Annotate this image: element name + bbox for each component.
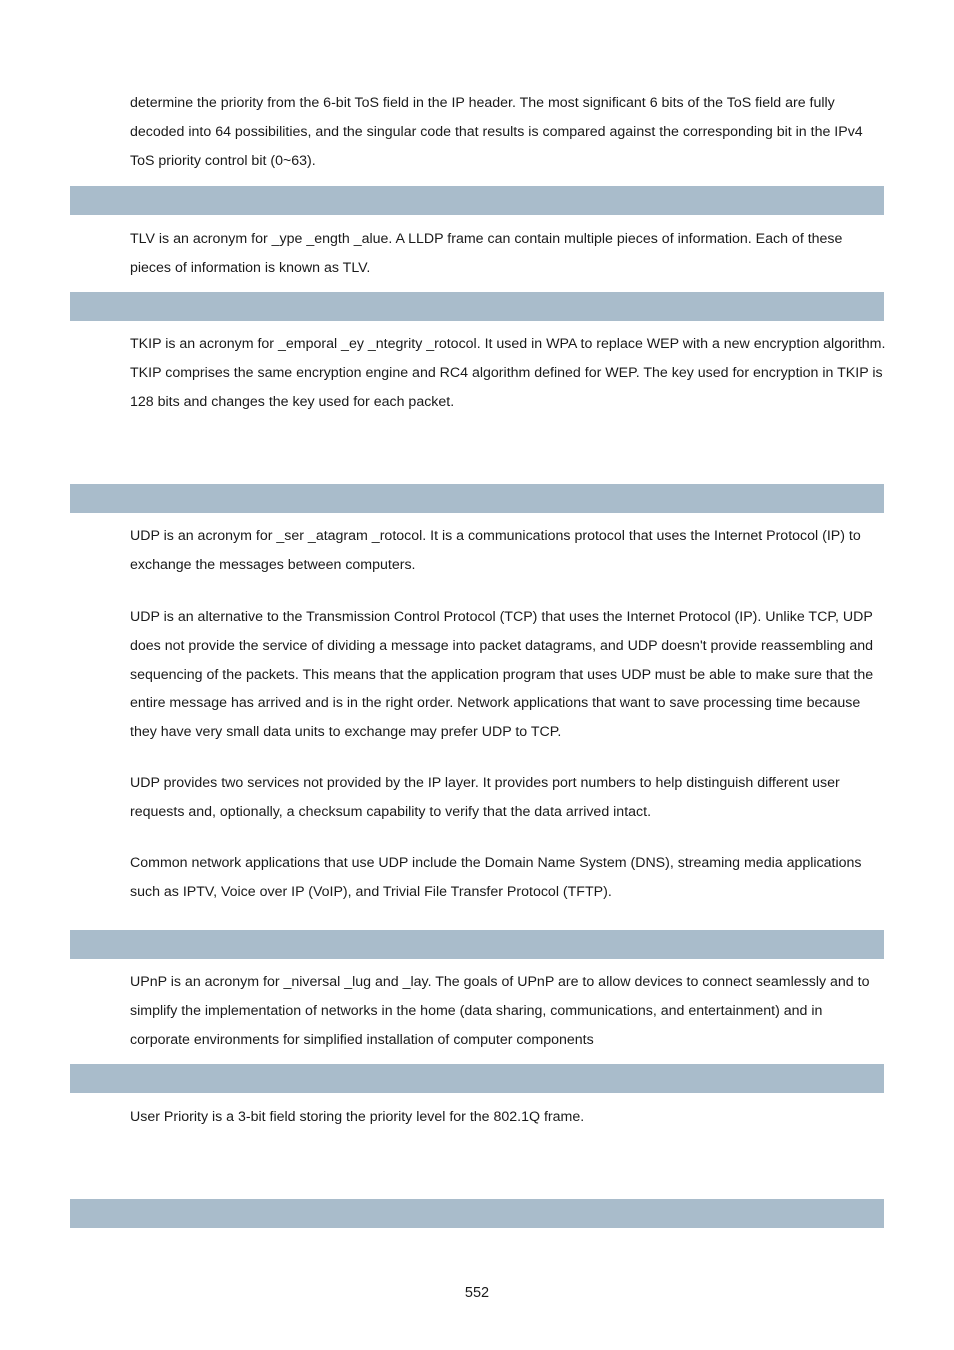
section-header-bar-udp: [70, 484, 884, 513]
paragraph-udp-3: UDP provides two services not provided by the IP layer. It provides port numbers to help distinguish different user requests and, optionally, a checksum capability to verify that the data arrived intact.: [130, 775, 840, 820]
paragraph-udp-1: UDP is an acronym for _ser _atagram _rotocol. It is a communications protocol that uses the Internet Protocol (IP) to exchange the messages between computers.: [130, 528, 861, 573]
section-header-bar-tkip: [70, 292, 884, 321]
paragraph-upnp: UPnP is an acronym for _niversal _lug and _lay. The goals of UPnP are to allow devices to connect seamlessly and to simplify the implementation of networks in the home (data sharing, communications, and entertainment) and in corporate environments for simplified installation of computer components: [130, 974, 870, 1048]
paragraph-user-priority: User Priority is a 3-bit field storing the priority level for the 802.1Q frame.: [130, 1109, 585, 1125]
paragraph-udp-4: Common network applications that use UDP include the Domain Name System (DNS), streaming media applications such as IPTV, Voice over IP (VoIP), and Trivial File Transfer Protocol (TFTP).: [130, 855, 862, 900]
section-header-bar-user-priority: [70, 1064, 884, 1093]
paragraph-tkip: TKIP is an acronym for _emporal _ey _ntegrity _rotocol. It used in WPA to replace WEP with a new encryption algorithm. TKIP comprises the same encryption engine and RC4 algorithm defined for WEP. The key used for encryption in TKIP is 128 bits and changes the key used for each packet.: [130, 336, 886, 410]
section-header-bar-upnp: [70, 930, 884, 959]
section-header-bar-next: [70, 1199, 884, 1228]
paragraph-tlv: TLV is an acronym for _ype _ength _alue. A LLDP frame can contain multiple pieces of information. Each of these pieces of information is known as TLV.: [130, 231, 843, 276]
paragraph-tos-continuation: determine the priority from the 6-bit ToS field in the IP header. The most significant 6 bits of the ToS field are fully decoded into 64 possibilities, and the singular code that results is compared against the corresponding bit in the IPv4 ToS priority control bit (0~63).: [130, 95, 863, 169]
paragraph-udp-2: UDP is an alternative to the Transmission Control Protocol (TCP) that uses the Internet Protocol (IP). Unlike TCP, UDP does not provide the service of dividing a message into packet datagrams, and UDP doesn't provide reassembling and sequencing of the packets. This means that the application program that uses UDP must be able to make sure that the entire message has arrived and is in the right order. Network applications that want to save processing time because they have very small data units to exchange may prefer UDP to TCP.: [130, 609, 874, 741]
page-number: 552: [464, 1285, 490, 1301]
section-header-bar-tlv: [70, 186, 884, 215]
